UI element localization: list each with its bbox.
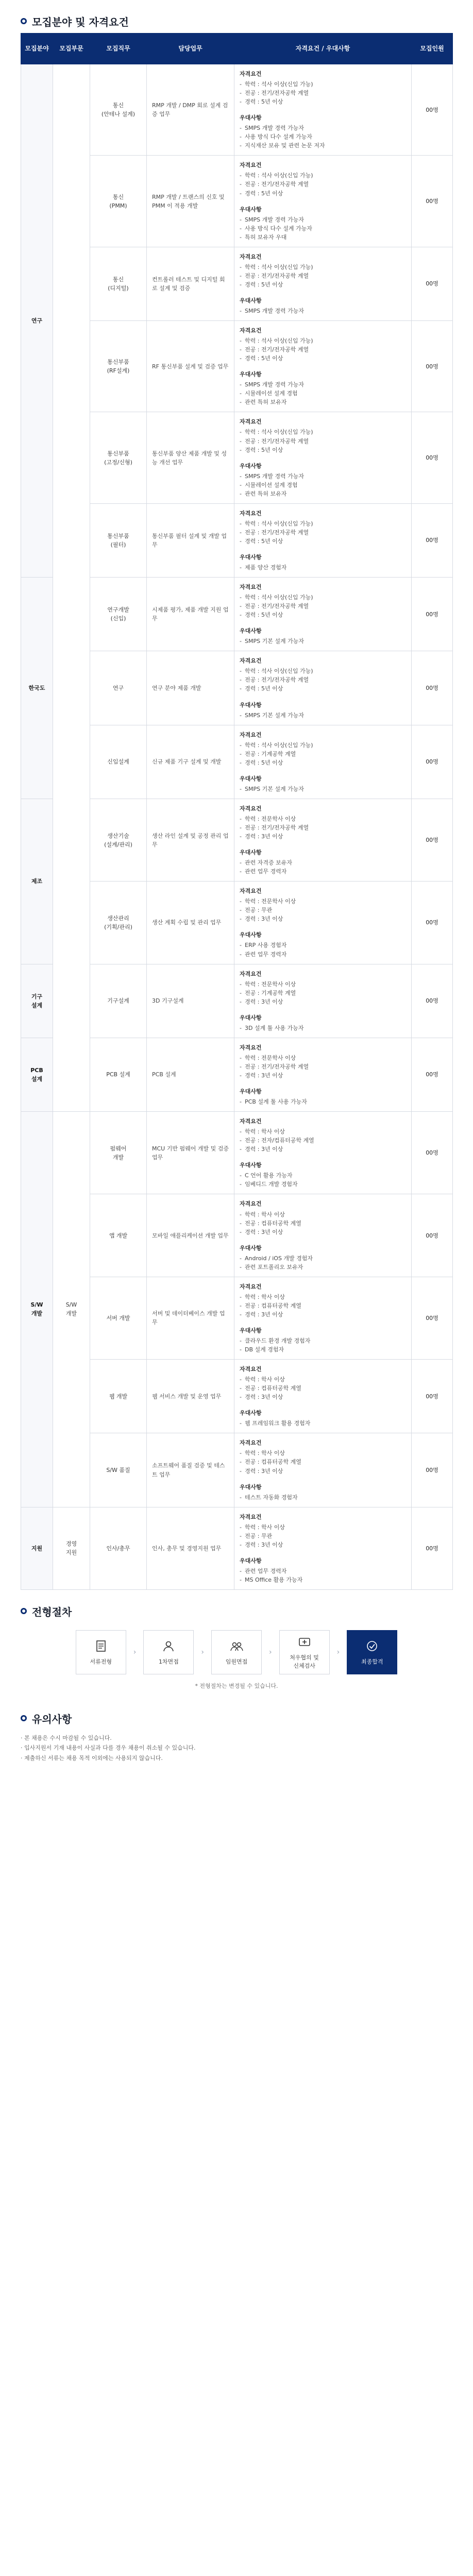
qualification-item: - 학력 : 석사 이상(신입 가능)	[240, 741, 406, 750]
cell-qualification	[234, 882, 412, 964]
col-header: 모집부문	[53, 33, 90, 64]
preference-item: - 클라우드 환경 개발 경험자	[240, 1336, 406, 1345]
cell-positions: 00명	[412, 1277, 453, 1359]
qualification-item: - 전공 : 전기/전자공학 계열	[240, 89, 406, 97]
preference-heading: 우대사항	[240, 1557, 262, 1564]
qualification-item: - 학력 : 석사 이상(신입 가능)	[240, 519, 406, 528]
preference-heading: 우대사항	[240, 1327, 262, 1334]
preference-item: - 관련 특허 보유자	[240, 489, 406, 498]
preference-item: - SMPS 개발 경력 가능자	[240, 307, 406, 315]
document-icon	[94, 1639, 108, 1654]
preference-item: - 특허 보유자 우대	[240, 233, 406, 242]
qualification-item: - 학력 : 전문학사 이상	[240, 1054, 406, 1062]
table-header-row	[21, 33, 453, 64]
qualification-item: - 경력 : 3년 이상	[240, 997, 406, 1006]
cell-duty: 모바일 애플리케이션 개발 업무	[147, 1194, 234, 1277]
qualification-item: - 전공 : 컴퓨터공학 계열	[240, 1384, 406, 1393]
qualification-item: - 전공 : 무관	[240, 1532, 406, 1540]
cell-positions: 00명	[412, 412, 453, 503]
cell-duty: MCU 기반 펌웨어 개발 및 검증 업무	[147, 1112, 234, 1194]
qualification-item: - 경력 : 5년 이상	[240, 354, 406, 363]
preference-heading: 우대사항	[240, 628, 262, 635]
cell-role: 통신 (디지털)	[90, 247, 147, 320]
qualification-item: - 학력 : 석사 이상(신입 가능)	[240, 667, 406, 675]
cell-group: 기구 설계	[21, 964, 53, 1038]
section-bullet-icon	[21, 1608, 27, 1614]
cell-duty: 인사, 총무 및 경영지원 업무	[147, 1507, 234, 1589]
cell-role: 펌웨어 개발	[90, 1112, 147, 1194]
col-header: 모집직무	[90, 33, 147, 64]
qualification-heading: 자격요건	[240, 657, 262, 665]
qualification-item: - 경력 : 3년 이상	[240, 1393, 406, 1401]
cell-qualification	[234, 578, 412, 651]
qualification-heading: 자격요건	[240, 1283, 262, 1290]
preference-heading: 우대사항	[240, 1088, 262, 1095]
preference-item: - 임베디드 개발 경험자	[240, 1180, 406, 1189]
process-step	[211, 1630, 262, 1674]
qualification-heading: 자격요건	[240, 888, 262, 895]
qualification-heading: 자격요건	[240, 253, 262, 260]
cell-role: 앱 개발	[90, 1194, 147, 1277]
cell-positions: 00명	[412, 578, 453, 651]
cell-role: 통신부품 (고정/신형)	[90, 412, 147, 503]
cell-duty: 시제품 평가, 제품 개발 지원 업무	[147, 578, 234, 651]
qualification-heading: 자격요건	[240, 584, 262, 591]
process-step	[143, 1630, 194, 1674]
process-title: 전형절차	[32, 1605, 72, 1618]
qualification-item: - 경력 : 5년 이상	[240, 611, 406, 619]
section-title-process	[21, 1590, 452, 1623]
cell-positions: 00명	[412, 156, 453, 247]
page-title: 모집분야 및 자격요건	[32, 15, 129, 28]
preference-item: - 제품 양산 경험자	[240, 563, 406, 572]
cell-role: 생산관리 (기획/관리)	[90, 882, 147, 964]
qualification-item: - 전공 : 컴퓨터공학 계열	[240, 1219, 406, 1228]
preference-item: - 관련 업무 경력자	[240, 950, 406, 959]
qualification-item: - 전공 : 컴퓨터공학 계열	[240, 1301, 406, 1310]
preference-item: - MS Office 활용 가능자	[240, 1575, 406, 1584]
cell-qualification	[234, 725, 412, 799]
section-title-recruit	[21, 0, 452, 33]
chevron-right-icon: ›	[269, 1648, 272, 1656]
qualification-item: - 전공 : 컴퓨터공학 계열	[240, 1458, 406, 1466]
qualification-heading: 자격요건	[240, 970, 262, 977]
cell-duty: 컨트롤러 테스트 및 디지털 회로 설계 및 검증	[147, 247, 234, 320]
qualification-heading: 자격요건	[240, 510, 262, 517]
chevron-right-icon: ›	[133, 1648, 137, 1656]
preference-item: - 지식재산 보유 및 관련 논문 저자	[240, 141, 406, 150]
cell-duty: 서버 및 데이터베이스 개발 업무	[147, 1277, 234, 1359]
qualification-item: - 전공 : 전기/전자공학 계열	[240, 1062, 406, 1071]
process-step-label: 임원면접	[225, 1658, 248, 1665]
col-header: 자격요건 / 우대사항	[234, 33, 412, 64]
col-header: 모집인원	[412, 33, 453, 64]
cell-qualification	[234, 247, 412, 320]
notes-list	[21, 1730, 452, 1778]
cell-group: S/W 개발	[21, 1112, 53, 1507]
qualification-item: - 경력 : 5년 이상	[240, 280, 406, 289]
cell-duty: 생산 라인 설계 및 공정 관리 업무	[147, 799, 234, 881]
col-header: 모집분야	[21, 33, 53, 64]
cell-role: 인사/총무	[90, 1507, 147, 1589]
preference-item: - Android / iOS 개발 경험자	[240, 1254, 406, 1263]
preference-item: - 시뮬레이션 설계 경험	[240, 481, 406, 489]
preference-heading: 우대사항	[240, 371, 262, 378]
preference-heading: 우대사항	[240, 114, 262, 122]
cell-role: 통신 (안테나 설계)	[90, 64, 147, 156]
cell-qualification	[234, 503, 412, 577]
cell-qualification	[234, 651, 412, 725]
cell-group: 제조	[21, 799, 53, 964]
cell-qualification	[234, 64, 412, 156]
preference-item: - 관련 특허 보유자	[240, 398, 406, 406]
qualification-heading: 자격요건	[240, 327, 262, 334]
cell-group: 지원	[21, 1507, 53, 1589]
cell-positions: 00명	[412, 1507, 453, 1589]
check-icon	[365, 1639, 379, 1654]
qualification-item: - 학력 : 석사 이상(신입 가능)	[240, 428, 406, 436]
qualification-item: - 학력 : 학사 이상	[240, 1375, 406, 1384]
cell-group: PCB 설계	[21, 1038, 53, 1111]
qualification-heading: 자격요건	[240, 1513, 262, 1520]
cell-duty: 신규 제품 기구 설계 및 개발	[147, 725, 234, 799]
qualification-heading: 자격요건	[240, 1439, 262, 1447]
cell-positions: 00명	[412, 882, 453, 964]
qualification-item: - 학력 : 학사 이상	[240, 1449, 406, 1458]
preference-heading: 우대사항	[240, 931, 262, 939]
qualification-item: - 전공 : 무관	[240, 906, 406, 914]
cell-role: 생산기술 (설계/관리)	[90, 799, 147, 881]
table-row	[21, 1112, 453, 1194]
qualification-item: - 학력 : 학사 이상	[240, 1293, 406, 1301]
cell-qualification	[234, 799, 412, 881]
process-note: * 전형절차는 변경될 수 있습니다.	[195, 1683, 278, 1689]
cell-role: 연구개발 (신입)	[90, 578, 147, 651]
qualification-item: - 학력 : 석사 이상(신입 가능)	[240, 593, 406, 602]
cell-positions: 00명	[412, 799, 453, 881]
preference-item: - SMPS 기본 설계 가능자	[240, 785, 406, 793]
preference-heading: 우대사항	[240, 701, 262, 708]
qualification-heading: 자격요건	[240, 71, 262, 77]
qualification-item: - 전공 : 전기/전자공학 계열	[240, 602, 406, 611]
process-step-label: 최종합격	[361, 1658, 383, 1665]
qualification-item: - 경력 : 5년 이상	[240, 537, 406, 546]
cell-positions: 00명	[412, 651, 453, 725]
notes-title: 유의사항	[32, 1713, 72, 1725]
qualification-heading: 자격요건	[240, 731, 262, 738]
qualification-heading: 자격요건	[240, 1200, 262, 1208]
cell-subgroup	[53, 64, 90, 1112]
qualification-item: - 학력 : 전문학사 이상	[240, 815, 406, 823]
qualification-item: - 전공 : 전기/전자공학 계열	[240, 180, 406, 189]
process-step	[347, 1630, 397, 1674]
qualification-item: - 학력 : 학사 이상	[240, 1210, 406, 1219]
cell-positions: 00명	[412, 247, 453, 320]
cell-role: 통신 (PMM)	[90, 156, 147, 247]
preference-item: - PCB 설계 툴 사용 가능자	[240, 1097, 406, 1106]
preference-heading: 우대사항	[240, 1244, 262, 1251]
preference-item: - 사용 방식 다수 설계 가능자	[240, 132, 406, 141]
people-icon	[230, 1639, 243, 1654]
cell-positions: 00명	[412, 503, 453, 577]
process-step-label: 서류전형	[90, 1658, 112, 1665]
qualification-item: - 학력 : 전문학사 이상	[240, 897, 406, 906]
qualification-heading: 자격요건	[240, 162, 262, 169]
qualification-heading: 자격요건	[240, 418, 262, 426]
cell-positions: 00명	[412, 1038, 453, 1111]
cell-qualification	[234, 1360, 412, 1433]
cell-qualification	[234, 321, 412, 412]
cell-qualification	[234, 1194, 412, 1277]
cell-role: 통신부품 (RF설계)	[90, 321, 147, 412]
preference-item: - 웹 프레임워크 활용 경험자	[240, 1419, 406, 1428]
qualification-item: - 전공 : 전기/전자공학 계열	[240, 437, 406, 446]
qualification-item: - 경력 : 5년 이상	[240, 189, 406, 198]
cell-role: 기구설계	[90, 964, 147, 1038]
section-bullet-icon	[21, 1715, 27, 1721]
preference-heading: 우대사항	[240, 1483, 262, 1490]
qualification-item: - 전공 : 기계공학 계열	[240, 750, 406, 758]
section-title-notes	[21, 1697, 452, 1730]
chevron-right-icon: ›	[336, 1648, 340, 1656]
preference-item: - 3D 설계 툴 사용 가능자	[240, 1024, 406, 1032]
preference-heading: 우대사항	[240, 297, 262, 304]
preference-item: - SMPS 개발 경력 가능자	[240, 472, 406, 481]
preference-heading: 우대사항	[240, 775, 262, 782]
qualification-item: - 경력 : 3년 이상	[240, 1071, 406, 1080]
cell-duty: RF 통신부품 설계 및 검증 업무	[147, 321, 234, 412]
preference-item: - 관련 자격증 보유자	[240, 858, 406, 867]
cell-duty: PCB 설계	[147, 1038, 234, 1111]
preference-item: - 사용 방식 다수 설계 가능자	[240, 224, 406, 233]
preference-item: - SMPS 개발 경력 가능자	[240, 380, 406, 389]
preference-item: - SMPS 개발 경력 가능자	[240, 215, 406, 224]
cell-qualification	[234, 156, 412, 247]
preference-item: - 시뮬레이션 설계 경험	[240, 389, 406, 398]
qualification-item: - 학력 : 석사 이상(신입 가능)	[240, 263, 406, 272]
cell-duty: RMP 개발 / 트랜스의 신호 및 PMM 이 적용 개발	[147, 156, 234, 247]
cell-role: 서버 개발	[90, 1277, 147, 1359]
cell-role: 신입설계	[90, 725, 147, 799]
section-bullet-icon	[21, 18, 27, 24]
preference-item: - C 언어 활용 가능자	[240, 1171, 406, 1180]
preference-heading: 우대사항	[240, 462, 262, 469]
qualification-item: - 경력 : 3년 이상	[240, 1310, 406, 1319]
cell-duty: 소프트웨어 품질 검증 및 테스트 업무	[147, 1433, 234, 1507]
cell-positions: 00명	[412, 64, 453, 156]
qualification-item: - 경력 : 5년 이상	[240, 97, 406, 106]
note-item: · 제출하신 서류는 채용 목적 이외에는 사용되지 않습니다.	[21, 1754, 163, 1761]
qualification-item: - 경력 : 5년 이상	[240, 758, 406, 767]
qualification-item: - 학력 : 전문학사 이상	[240, 980, 406, 989]
qualification-item: - 전공 : 전기/전자공학 계열	[240, 345, 406, 354]
cell-positions: 00명	[412, 1112, 453, 1194]
qualification-item: - 전공 : 전기/전자공학 계열	[240, 823, 406, 832]
preference-heading: 우대사항	[240, 1014, 262, 1021]
qualification-item: - 경력 : 5년 이상	[240, 684, 406, 693]
cell-qualification	[234, 1038, 412, 1111]
preference-item: - 테스트 자동화 경험자	[240, 1493, 406, 1502]
cell-positions: 00명	[412, 725, 453, 799]
note-item: · 입사지원서 기재 내용이 사실과 다를 경우 채용이 취소될 수 있습니다.	[21, 1744, 196, 1752]
preference-item: - 관련 업무 경력자	[240, 867, 406, 876]
qualification-heading: 자격요건	[240, 1118, 262, 1125]
preference-item: - 관련 업무 경력자	[240, 1567, 406, 1575]
qualification-heading: 자격요건	[240, 805, 262, 812]
preference-heading: 우대사항	[240, 1162, 262, 1169]
qualification-item: - 전공 : 전기/전자공학 계열	[240, 272, 406, 280]
cell-duty: RMP 개발 / DMP 회로 설계 검증 업무	[147, 64, 234, 156]
cell-subgroup: S/W 개발	[53, 1112, 90, 1507]
preference-item: - SMPS 기본 설계 가능자	[240, 711, 406, 720]
cell-positions: 00명	[412, 1360, 453, 1433]
recruit-table	[21, 33, 453, 1590]
person-icon	[162, 1639, 175, 1654]
qualification-item: - 전공 : 전기/전자공학 계열	[240, 528, 406, 537]
process-step-label: 처우협의 및 신체검사	[290, 1654, 319, 1669]
process-step	[279, 1630, 330, 1674]
qualification-item: - 경력 : 3년 이상	[240, 1228, 406, 1236]
qualification-heading: 자격요건	[240, 1366, 262, 1373]
medical-icon	[298, 1635, 311, 1650]
cell-duty: 생산 계획 수립 및 관리 업무	[147, 882, 234, 964]
qualification-item: - 전공 : 기계공학 계열	[240, 989, 406, 997]
preference-item: - DB 설계 경험자	[240, 1345, 406, 1354]
cell-positions: 00명	[412, 1433, 453, 1507]
qualification-item: - 경력 : 3년 이상	[240, 1467, 406, 1476]
preference-item: - 관련 포트폴리오 보유자	[240, 1263, 406, 1272]
cell-qualification	[234, 1507, 412, 1589]
preference-heading: 우대사항	[240, 553, 262, 561]
preference-heading: 우대사항	[240, 1410, 262, 1417]
qualification-item: - 학력 : 학사 이상	[240, 1127, 406, 1136]
cell-qualification	[234, 1112, 412, 1194]
qualification-item: - 전공 : 전자/컴퓨터공학 계열	[240, 1136, 406, 1145]
cell-qualification	[234, 1277, 412, 1359]
cell-qualification	[234, 1433, 412, 1507]
cell-duty: 3D 기구설계	[147, 964, 234, 1038]
cell-group: 연구	[21, 64, 53, 578]
qualification-item: - 경력 : 3년 이상	[240, 1540, 406, 1549]
qualification-heading: 자격요건	[240, 1044, 262, 1051]
preference-item: - SMPS 개발 경력 가능자	[240, 124, 406, 132]
qualification-item: - 경력 : 5년 이상	[240, 446, 406, 454]
qualification-item: - 전공 : 전기/전자공학 계열	[240, 675, 406, 684]
cell-duty: 연구 분야 제품 개발	[147, 651, 234, 725]
cell-positions: 00명	[412, 964, 453, 1038]
process-step-label: 1차면접	[158, 1658, 179, 1665]
cell-positions: 00명	[412, 1194, 453, 1277]
preference-heading: 우대사항	[240, 849, 262, 856]
note-item: · 본 채용은 수시 마감될 수 있습니다.	[21, 1735, 112, 1741]
cell-role: S/W 품질	[90, 1433, 147, 1507]
preference-item: - SMPS 기본 설계 가능자	[240, 637, 406, 646]
cell-subgroup: 경영 지원	[53, 1507, 90, 1589]
table-row	[21, 64, 453, 156]
qualification-item: - 경력 : 3년 이상	[240, 1145, 406, 1154]
process-steps	[21, 1623, 452, 1677]
cell-role: 연구	[90, 651, 147, 725]
preference-heading: 우대사항	[240, 206, 262, 213]
cell-role: PCB 설계	[90, 1038, 147, 1111]
qualification-item: - 경력 : 3년 이상	[240, 914, 406, 923]
cell-group: 한국도	[21, 578, 53, 799]
cell-role: 통신부품 (필터)	[90, 503, 147, 577]
cell-role: 웹 개발	[90, 1360, 147, 1433]
qualification-item: - 경력 : 3년 이상	[240, 832, 406, 841]
process-step	[76, 1630, 126, 1674]
qualification-item: - 학력 : 석사 이상(신입 가능)	[240, 336, 406, 345]
cell-positions: 00명	[412, 321, 453, 412]
col-header: 담당업무	[147, 33, 234, 64]
cell-duty: 웹 서비스 개발 및 운영 업무	[147, 1360, 234, 1433]
cell-duty: 통신부품 필터 설계 및 개발 업무	[147, 503, 234, 577]
preference-item: - ERP 사용 경험자	[240, 941, 406, 950]
qualification-item: - 학력 : 학사 이상	[240, 1523, 406, 1532]
qualification-item: - 학력 : 석사 이상(신입 가능)	[240, 80, 406, 89]
cell-qualification	[234, 964, 412, 1038]
cell-qualification	[234, 412, 412, 503]
chevron-right-icon: ›	[201, 1648, 204, 1656]
cell-duty: 통신부품 양산 제품 개발 및 성능 개선 업무	[147, 412, 234, 503]
table-row	[21, 1507, 453, 1589]
qualification-item: - 학력 : 석사 이상(신입 가능)	[240, 171, 406, 180]
